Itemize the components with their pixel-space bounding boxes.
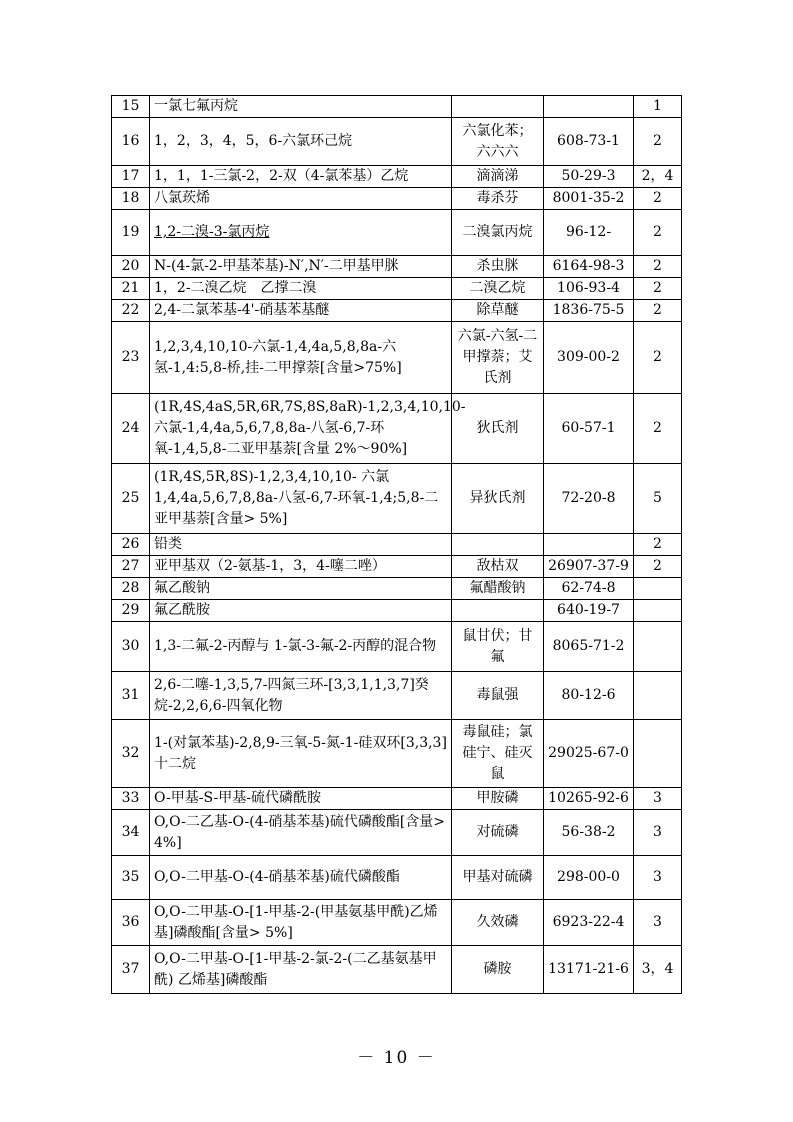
chemical-name: 氟乙酸钠 xyxy=(150,578,452,600)
table-row xyxy=(112,188,682,210)
cas-number: 298-00-0 xyxy=(544,856,634,900)
note-code: 2 xyxy=(634,556,682,578)
table-row xyxy=(112,900,682,946)
table-body xyxy=(112,96,682,994)
chemical-name: O-甲基-S-甲基-硫代磷酰胺 xyxy=(150,788,452,810)
chemical-name: 1，2-二溴乙烷 乙撑二溴 xyxy=(150,278,452,300)
note-code: 3 xyxy=(634,900,682,946)
note-code: 2 xyxy=(634,394,682,464)
chemical-name: (1R,4S,4aS,5R,6R,7S,8S,8aR)-1,2,3,4,10,10-六氯-1,4,4a,5,6,7,8,8a-八氢-6,7-环氧-1,4,5,8-二亚甲基萘[含量 2%～90%] xyxy=(150,394,452,464)
table-row xyxy=(112,556,682,578)
row-number: 33 xyxy=(112,788,150,810)
table-row xyxy=(112,278,682,300)
row-number: 18 xyxy=(112,188,150,210)
chemical-name: 2,4-二氯苯基-4'-硝基苯基醚 xyxy=(150,300,452,322)
chemical-name: O,O-二甲基-O-[1-甲基-2-(甲基氨基甲酰)乙烯基]磷酸酯[含量> 5%] xyxy=(150,900,452,946)
cas-number: 8065-71-2 xyxy=(544,622,634,672)
row-number: 17 xyxy=(112,166,150,188)
cas-number: 309-00-2 xyxy=(544,322,634,394)
alias-name xyxy=(452,96,544,118)
alias-name xyxy=(452,600,544,622)
chemical-name: N-(4-氯-2-甲基苯基)-N′,N′-二甲基甲脒 xyxy=(150,256,452,278)
alias-name xyxy=(452,534,544,556)
table-row xyxy=(112,720,682,788)
table-row xyxy=(112,394,682,464)
table-row xyxy=(112,166,682,188)
table-row xyxy=(112,210,682,256)
cas-number: 62-74-8 xyxy=(544,578,634,600)
note-code xyxy=(634,600,682,622)
chemical-name: 亚甲基双（2-氨基-1，3，4-噻二唑） xyxy=(150,556,452,578)
row-number: 31 xyxy=(112,672,150,720)
page-number: － 10 － xyxy=(357,1048,436,1068)
note-code: 3 xyxy=(634,856,682,900)
chemicals-table xyxy=(111,95,682,994)
note-code: 2 xyxy=(634,534,682,556)
chemical-name: 氟乙酰胺 xyxy=(150,600,452,622)
row-number: 21 xyxy=(112,278,150,300)
table-row xyxy=(112,600,682,622)
table-row xyxy=(112,946,682,994)
row-number: 32 xyxy=(112,720,150,788)
chemical-name: 2,6-二噻-1,3,5,7-四氮三环-[3,3,1,1,3,7]癸烷-2,2,6,6-四氧化物 xyxy=(150,672,452,720)
cas-number: 10265-92-6 xyxy=(544,788,634,810)
note-code: 2 xyxy=(634,188,682,210)
row-number: 30 xyxy=(112,622,150,672)
alias-name: 杀虫脒 xyxy=(452,256,544,278)
note-code: 1 xyxy=(634,96,682,118)
alias-name: 六氯化苯；六六六 xyxy=(452,118,544,166)
table-row xyxy=(112,534,682,556)
table-row xyxy=(112,788,682,810)
alias-name: 甲胺磷 xyxy=(452,788,544,810)
note-code xyxy=(634,720,682,788)
cas-number: 6164-98-3 xyxy=(544,256,634,278)
alias-name: 鼠甘伏；甘氟 xyxy=(452,622,544,672)
alias-name: 毒鼠硅；氯硅宁、硅灭鼠 xyxy=(452,720,544,788)
table-row xyxy=(112,856,682,900)
chemical-name: O,O-二乙基-O-(4-硝基苯基)硫代磷酸酯[含量> 4%] xyxy=(150,810,452,856)
cas-number: 8001-35-2 xyxy=(544,188,634,210)
row-number: 25 xyxy=(112,464,150,534)
cas-number: 50-29-3 xyxy=(544,166,634,188)
chemical-name: 一氯七氟丙烷 xyxy=(150,96,452,118)
note-code xyxy=(634,578,682,600)
table-row xyxy=(112,622,682,672)
alias-name: 氟醋酸钠 xyxy=(452,578,544,600)
note-code xyxy=(634,672,682,720)
cas-number: 640-19-7 xyxy=(544,600,634,622)
note-code: 2 xyxy=(634,300,682,322)
table-row xyxy=(112,300,682,322)
cas-number: 72-20-8 xyxy=(544,464,634,534)
cas-number: 13171-21-6 xyxy=(544,946,634,994)
chemical-name: 1，1，1-三氯-2，2-双（4-氯苯基）乙烷 xyxy=(150,166,452,188)
row-number: 36 xyxy=(112,900,150,946)
chemical-name: O,O-二甲基-O-[1-甲基-2-氯-2-(二乙基氨基甲酰) 乙烯基]磷酸酯 xyxy=(150,946,452,994)
chemical-name: 1，2，3，4，5，6-六氯环己烷 xyxy=(150,118,452,166)
row-number: 15 xyxy=(112,96,150,118)
alias-name: 对硫磷 xyxy=(452,810,544,856)
row-number: 19 xyxy=(112,210,150,256)
alias-name: 狄氏剂 xyxy=(452,394,544,464)
chemical-name: 铅类 xyxy=(150,534,452,556)
row-number: 34 xyxy=(112,810,150,856)
row-number: 16 xyxy=(112,118,150,166)
cas-number: 608-73-1 xyxy=(544,118,634,166)
row-number: 23 xyxy=(112,322,150,394)
row-number: 26 xyxy=(112,534,150,556)
cas-number: 106-93-4 xyxy=(544,278,634,300)
row-number: 35 xyxy=(112,856,150,900)
row-number: 24 xyxy=(112,394,150,464)
row-number: 37 xyxy=(112,946,150,994)
row-number: 27 xyxy=(112,556,150,578)
chemical-name: 1,2-二溴-3-氯丙烷 xyxy=(150,210,452,256)
alias-name: 滴滴涕 xyxy=(452,166,544,188)
note-code xyxy=(634,622,682,672)
note-code: 2 xyxy=(634,118,682,166)
alias-name: 毒鼠强 xyxy=(452,672,544,720)
row-number: 22 xyxy=(112,300,150,322)
alias-name: 除草醚 xyxy=(452,300,544,322)
chemical-name: 1,2,3,4,10,10-六氯-1,4,4a,5,8,8a-六氢-1,4:5,8-桥,挂-二甲撑萘[含量>75%] xyxy=(150,322,452,394)
cas-number xyxy=(544,96,634,118)
cas-number: 96-12- xyxy=(544,210,634,256)
cas-number: 80-12-6 xyxy=(544,672,634,720)
table-row xyxy=(112,672,682,720)
table-row xyxy=(112,578,682,600)
note-code: 5 xyxy=(634,464,682,534)
cas-number: 1836-75-5 xyxy=(544,300,634,322)
alias-name: 二溴乙烷 xyxy=(452,278,544,300)
chemical-name: O,O-二甲基-O-(4-硝基苯基)硫代磷酸酯 xyxy=(150,856,452,900)
alias-name: 久效磷 xyxy=(452,900,544,946)
chemical-name: 八氯莰烯 xyxy=(150,188,452,210)
chemical-name: (1R,4S,5R,8S)-1,2,3,4,10,10- 六氯1,4,4a,5,6,7,8,8a-八氢-6,7-环氧-1,4;5,8-二亚甲基萘[含量> 5%] xyxy=(150,464,452,534)
cas-number: 60-57-1 xyxy=(544,394,634,464)
table-row xyxy=(112,256,682,278)
alias-name: 甲基对硫磷 xyxy=(452,856,544,900)
alias-name: 磷胺 xyxy=(452,946,544,994)
note-code: 3 xyxy=(634,788,682,810)
cas-number: 56-38-2 xyxy=(544,810,634,856)
cas-number: 26907-37-9 xyxy=(544,556,634,578)
alias-name: 异狄氏剂 xyxy=(452,464,544,534)
table-row xyxy=(112,96,682,118)
alias-name: 敌枯双 xyxy=(452,556,544,578)
row-number: 28 xyxy=(112,578,150,600)
note-code: 2 xyxy=(634,210,682,256)
chemical-name: 1-(对氯苯基)-2,8,9-三氧-5-氮-1-硅双环[3,3,3]十二烷 xyxy=(150,720,452,788)
row-number: 29 xyxy=(112,600,150,622)
table-row xyxy=(112,464,682,534)
note-code: 2 xyxy=(634,322,682,394)
table-row xyxy=(112,118,682,166)
cas-number: 29025-67-0 xyxy=(544,720,634,788)
chemical-name: 1,3-二氟-2-丙醇与 1-氯-3-氟-2-丙醇的混合物 xyxy=(150,622,452,672)
alias-name: 二溴氯丙烷 xyxy=(452,210,544,256)
cas-number xyxy=(544,534,634,556)
alias-name: 六氯-六氢-二甲撑萘；艾氏剂 xyxy=(452,322,544,394)
cas-number: 6923-22-4 xyxy=(544,900,634,946)
table-row xyxy=(112,322,682,394)
note-code: 2 xyxy=(634,278,682,300)
note-code: 2 xyxy=(634,256,682,278)
note-code: 3，4 xyxy=(634,946,682,994)
row-number: 20 xyxy=(112,256,150,278)
note-code: 3 xyxy=(634,810,682,856)
note-code: 2，4 xyxy=(634,166,682,188)
alias-name: 毒杀芬 xyxy=(452,188,544,210)
table-row xyxy=(112,810,682,856)
